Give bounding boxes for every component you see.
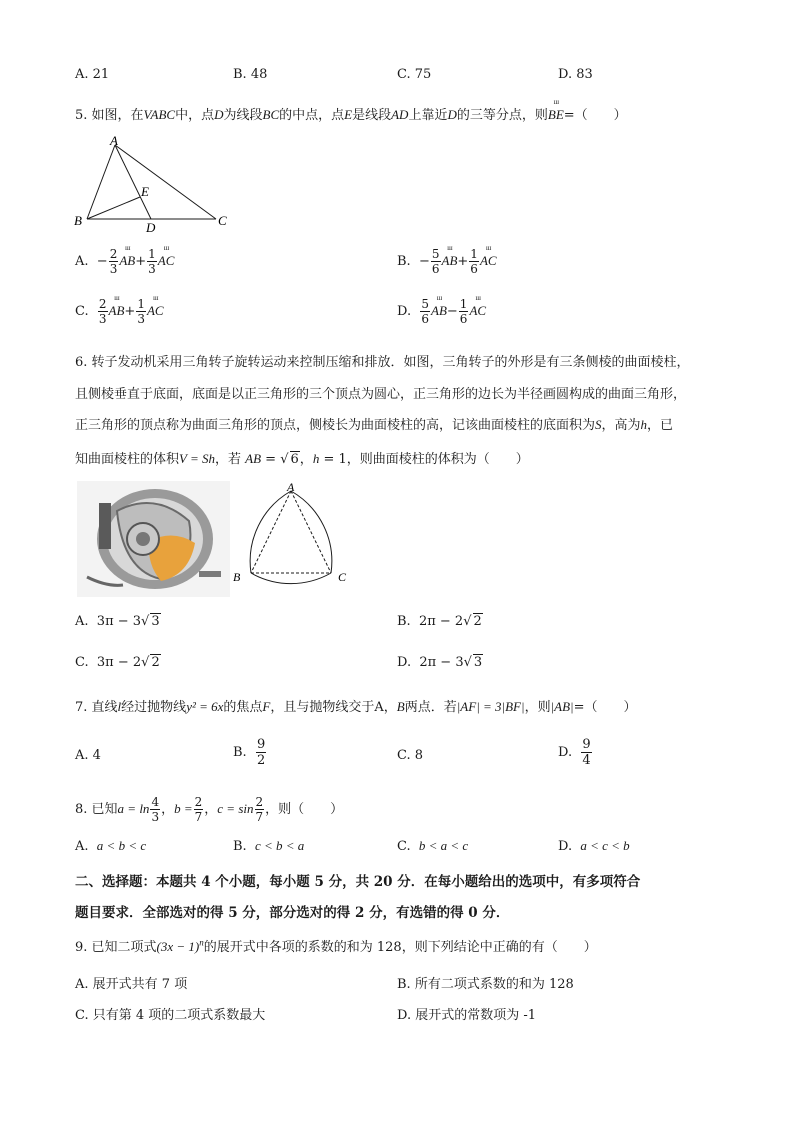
label-c: C bbox=[338, 570, 347, 584]
q6-option-a: A. 3π − 3√ 3 bbox=[75, 614, 160, 629]
q6-line-3: 正三角形的顶点称为曲面三角形的顶点，侧棱长为曲面棱柱的高，记该曲面棱柱的底面积为S，高为h，已 bbox=[75, 417, 674, 433]
dashed-ac bbox=[291, 491, 331, 573]
q9-option-a: A. 展开式共有 7 项 bbox=[75, 977, 188, 992]
section-2-heading-line-2: 题目要求．全部选对的得 5 分，部分选对的得 2 分，有选错的得 0 分． bbox=[75, 905, 510, 921]
q5-triangle-figure bbox=[70, 134, 240, 234]
q6-line-4: 知曲面棱柱的体积V = Sh，若 AB = √ 6，h = 1，则曲面棱柱的体积为（ ） bbox=[75, 451, 529, 467]
dashed-ab bbox=[251, 491, 291, 573]
label-a: A bbox=[287, 481, 295, 494]
q5-option-c: C. $\frac{2}{3}$ ш AB+ $\frac{1}{3}$ ш AC bbox=[75, 294, 164, 326]
q6-option-d: D. 2π − 3√ 3 bbox=[397, 655, 483, 670]
q7-option-d: D. $\frac{9}{4}$ bbox=[558, 737, 591, 768]
q6-line-2: 且侧棱垂直于底面，底面是以正三角形的三个顶点为圆心，正三角形的边长为半径画圆构成的曲面三角形， bbox=[75, 387, 687, 402]
q6-option-c: C. 3π − 2√ 2 bbox=[75, 655, 160, 670]
q4-option-a: A. 21 bbox=[75, 67, 110, 82]
q8-option-a: A. a < b < c bbox=[75, 838, 147, 854]
q5-option-a: A. − $\frac{2}{3}$ ш AB+ $\frac{1}{3}$ ш AC bbox=[75, 244, 175, 276]
q6-curved-triangle-figure bbox=[230, 481, 360, 589]
edge-ab bbox=[87, 145, 115, 219]
label-a: A bbox=[110, 134, 118, 148]
q5-option-d: D. $\frac{5}{6}$ ш AB− $\frac{1}{6}$ ш AC bbox=[397, 294, 487, 326]
q4-option-b: B. 48 bbox=[233, 67, 268, 82]
q8-option-c: C. b < a < c bbox=[397, 838, 469, 854]
median-ad bbox=[115, 145, 151, 219]
section-2-heading-line-1: 二、选择题：本题共 4 个小题，每小题 5 分，共 20 分．在每小题给出的选项中，有多项符合 bbox=[75, 874, 641, 890]
label-e: E bbox=[141, 184, 149, 199]
q4-option-c: C. 75 bbox=[397, 67, 432, 82]
arc-bc bbox=[251, 573, 331, 584]
q5-stem: 5. 如图，在VABC中，点D为线段BC的中点，点E是线段AD上靠近D的三等分点，则 ш BE=（ ） bbox=[75, 98, 627, 123]
q7-stem: 7. 直线l经过抛物线y² = 6x的焦点F，且与抛物线交于A，B两点．若|AF| = 3|BF|，则|AB|=（ ） bbox=[75, 699, 637, 715]
q9-stem: 9. 已知二项式$(3x - 1)^n$的展开式中各项的系数的和为 128，则下列结论中正确的有（ ） bbox=[75, 937, 597, 955]
q7-option-b: B. $\frac{9}{2}$ bbox=[233, 737, 266, 768]
q9-option-d: D. 展开式的常数项为 -1 bbox=[397, 1008, 537, 1023]
edge-ac bbox=[115, 145, 216, 219]
label-b: B bbox=[233, 570, 241, 584]
q7-option-a: A. 4 bbox=[75, 748, 101, 763]
label-b: B bbox=[74, 213, 82, 228]
label-d: D bbox=[146, 220, 156, 234]
q8-option-d: D. a < c < b bbox=[558, 838, 630, 854]
q9-option-b: B. 所有二项式系数的和为 128 bbox=[397, 977, 574, 992]
q8-option-b: B. c < b < a bbox=[233, 838, 305, 854]
q7-option-c: C. 8 bbox=[397, 748, 424, 763]
q6-option-b: B. 2π − 2√ 2 bbox=[397, 614, 482, 629]
q5-option-b: B. − $\frac{5}{6}$ ш AB+ $\frac{1}{6}$ ш AC bbox=[397, 244, 497, 276]
q4-option-d: D. 83 bbox=[558, 67, 593, 82]
q8-stem: 8. 已知a = ln $\frac{4}{3}$ ，b = $\frac{2}{7}$ ，c = sin $\frac{2}{7}$ ，则（ ） bbox=[75, 795, 344, 824]
rotary-engine-photo bbox=[77, 481, 230, 597]
q6-line-1: 6. 转子发动机采用三角转子旋转运动来控制压缩和排放．如图，三角转子的外形是有三条侧棱的曲面棱柱， bbox=[75, 355, 690, 370]
label-c: C bbox=[218, 213, 227, 228]
q9-option-c: C. 只有第 4 项的二项式系数最大 bbox=[75, 1008, 266, 1023]
segment-be bbox=[87, 197, 140, 219]
